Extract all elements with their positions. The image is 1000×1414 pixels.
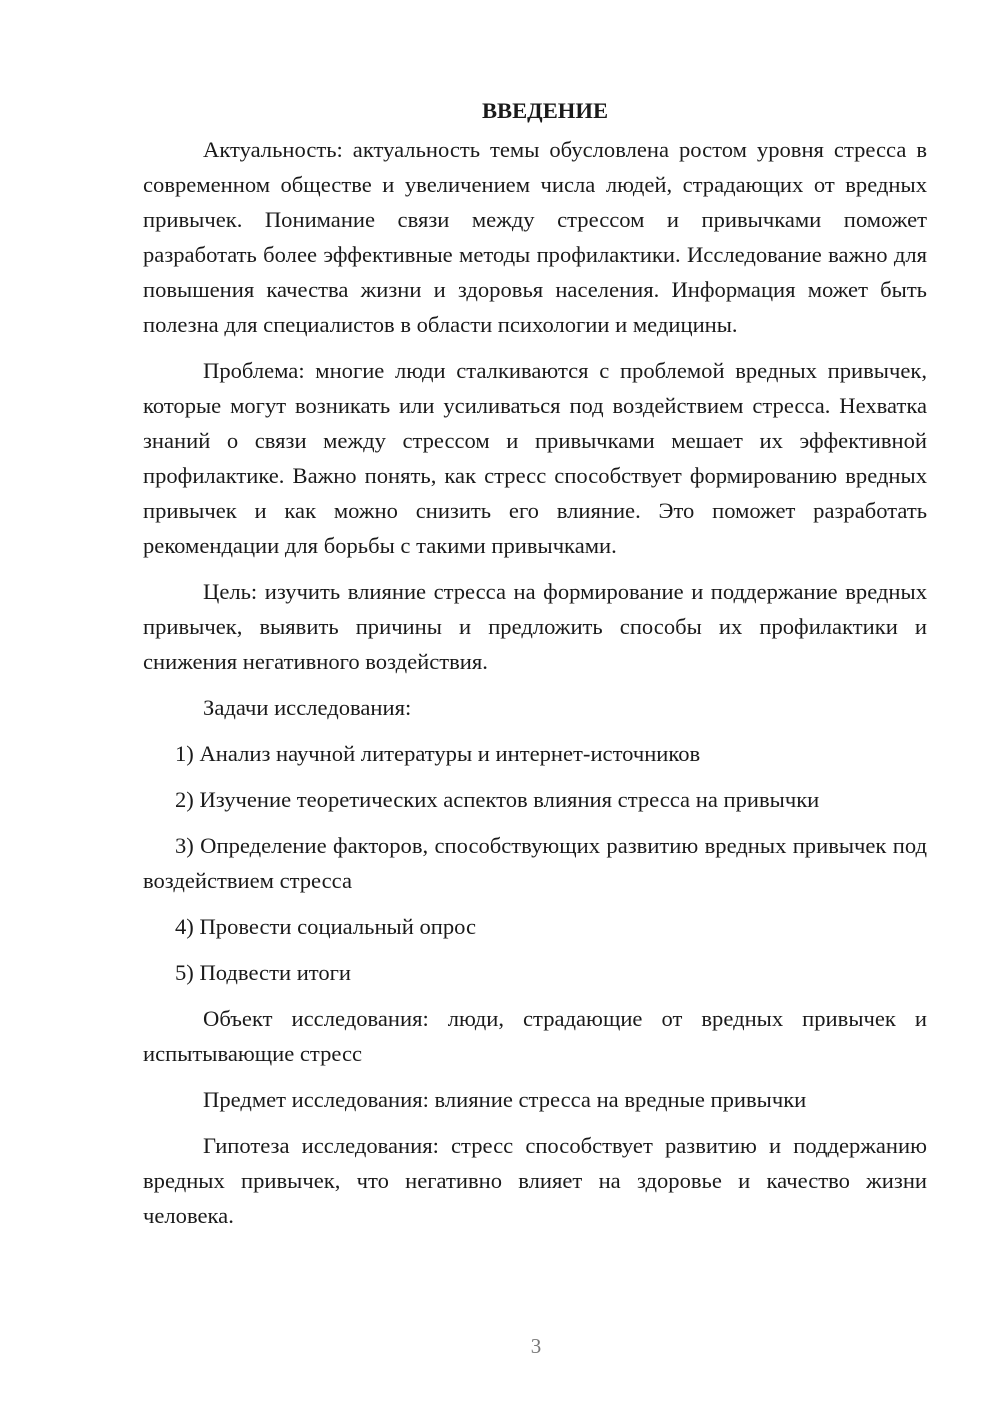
paragraph-problem: Проблема: многие люди сталкиваются с проблемой вредных привычек, которые могут возникать или усиливаться под воздействием стресса. Нехватка знаний о связи между стрессом и привычками мешает их эффективной профилактике. Важно понять, как стресс способствует формированию вредных привычек и как можно снизить его влияние. Это поможет разработать рекомендации для борьбы с такими привычками. — [143, 358, 927, 558]
paragraph-relevance: Актуальность: актуальность темы обусловлена ростом уровня стресса в современном обществе и увеличением числа людей, страдающих от вредных привычек. Понимание связи между стрессом и привычками поможет разработать более эффективные методы профилактики. Исследование важно для повышения качества жизни и здоровья населения. Информация может быть полезна для специалистов в области психологии и медицины. — [143, 137, 927, 337]
section-title: ВВЕДЕНИЕ — [481, 98, 609, 123]
task-item-3: 3) Определение факторов, способствующих развитию вредных привычек под воздействием стресса — [143, 833, 927, 893]
paragraph-tasks-heading: Задачи исследования: — [203, 695, 412, 720]
paragraph-goal: Цель: изучить влияние стресса на формирование и поддержание вредных привычек, выявить причины и предложить способы их профилактики и снижения негативного воздействия. — [143, 579, 927, 674]
paragraph-subject: Предмет исследования: влияние стресса на вредные привычки — [203, 1087, 807, 1112]
task-item-1: 1) Анализ научной литературы и интернет-источников — [175, 741, 701, 766]
paragraph-object: Объект исследования: люди, страдающие от вредных привычек и испытывающие стресс — [143, 1006, 927, 1066]
document-body — [143, 93, 927, 1244]
task-item-4: 4) Провести социальный опрос — [175, 914, 477, 939]
page-number: 3 — [530, 1334, 542, 1358]
task-item-2: 2) Изучение теоретических аспектов влияния стресса на привычки — [175, 787, 820, 812]
paragraph-hypothesis: Гипотеза исследования: стресс способствует развитию и поддержанию вредных привычек, что негативно влияет на здоровье и качество жизни человека. — [143, 1133, 927, 1228]
task-item-5: 5) Подвести итоги — [175, 960, 352, 985]
